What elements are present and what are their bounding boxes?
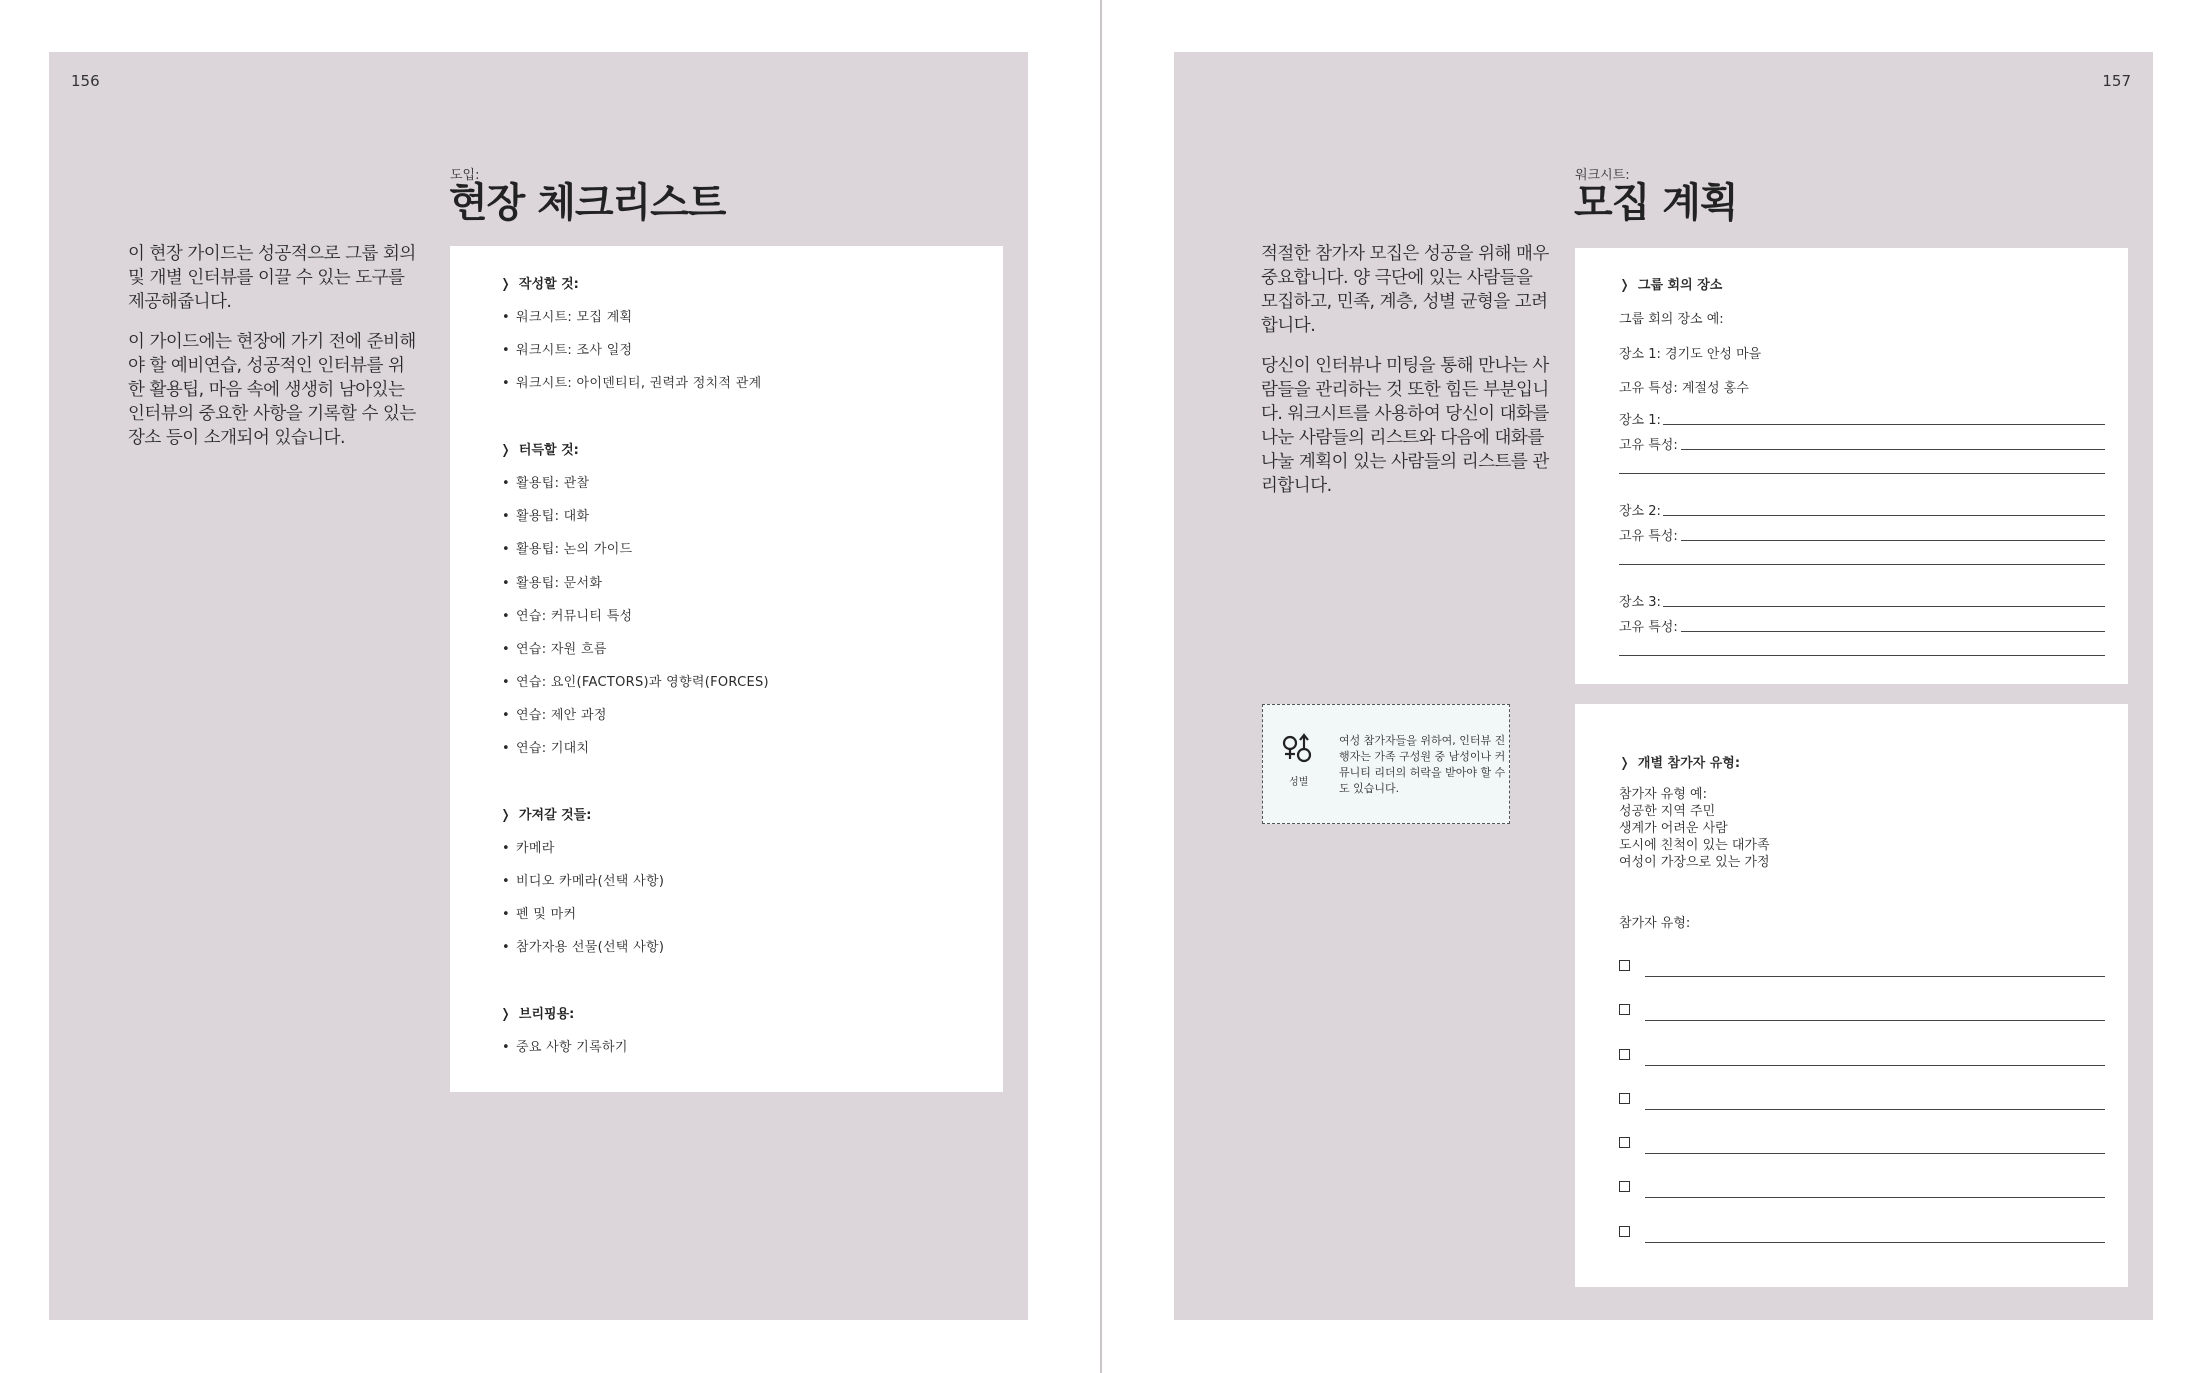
checklist-item: • 워크시트: 모집 계획	[502, 310, 633, 325]
trait-label: 고유 특성:	[1619, 438, 1678, 453]
checklist-item: • 활용팁: 관찰	[502, 476, 590, 491]
checklist-item: • 참가자용 선물(선택 사항)	[502, 940, 665, 955]
example-label: 그룹 회의 장소 예:	[1619, 312, 1724, 327]
checklist-item: • 연습: 제안 과정	[502, 708, 607, 723]
spread-gutter	[1100, 0, 1102, 1373]
participant-checkbox[interactable]	[1619, 1181, 1630, 1192]
place-label: 장소 1:	[1619, 413, 1661, 428]
example-label: 참가자 유형 예:	[1619, 787, 1707, 802]
example-item: 성공한 지역 주민	[1619, 804, 1716, 819]
participant-checkbox[interactable]	[1619, 1049, 1630, 1060]
participant-examples	[1619, 786, 1770, 871]
place-input-line[interactable]	[1663, 424, 2105, 425]
participant-input-line[interactable]	[1645, 1020, 2105, 1021]
checklist-item: • 워크시트: 조사 일정	[502, 343, 633, 358]
card-heading: ❭ 그룹 회의 장소	[1619, 274, 1722, 293]
checklist-item: • 비디오 카메라(선택 사항)	[502, 874, 665, 889]
page-number: 156	[71, 72, 100, 90]
checklist-item: • 활용팁: 문서화	[502, 576, 603, 591]
participant-types-card	[1575, 704, 2128, 1287]
participant-input-line[interactable]	[1645, 1109, 2105, 1110]
example-place: 장소 1: 경기도 안성 마을	[1619, 347, 1762, 362]
checklist-item: • 중요 사항 기록하기	[502, 1040, 628, 1055]
intro-paragraph: 적절한 참가자 모집은 성공을 위해 매우 중요합니다. 양 극단에 있는 사람들을 모집하고, 민족, 계층, 성별 균형을 고려합니다.	[1261, 244, 1549, 336]
icon-caption: 성별	[1289, 777, 1309, 788]
checklist-item: • 워크시트: 아이덴티티, 권력과 정치적 관계	[502, 376, 762, 391]
trait-label: 고유 특성:	[1619, 529, 1678, 544]
page-title: 모집 계획	[1574, 180, 1738, 226]
intro-paragraph: 이 현장 가이드는 성공적으로 그룹 회의 및 개별 인터뷰를 이끌 수 있는 도구를 제공해줍니다.	[128, 244, 416, 312]
section-heading: ❭ 가져갈 것들:	[500, 804, 591, 823]
trait-input-line[interactable]	[1619, 473, 2105, 474]
card-heading: ❭ 개별 참가자 유형:	[1619, 752, 1740, 771]
checklist-item: • 연습: 자원 흐름	[502, 642, 607, 657]
trait-input-line[interactable]	[1681, 631, 2105, 632]
example-item: 여성이 가장으로 있는 가정	[1619, 855, 1770, 870]
checklist-item: • 펜 및 마커	[502, 907, 577, 922]
participant-input-line[interactable]	[1645, 1153, 2105, 1154]
participant-checkbox[interactable]	[1619, 960, 1630, 971]
place-input-line[interactable]	[1663, 515, 2105, 516]
participant-checkbox[interactable]	[1619, 1137, 1630, 1148]
section-heading: ❭ 터득할 것:	[500, 439, 579, 458]
section-heading: ❭ 작성할 것:	[500, 273, 579, 292]
checklist-item: • 연습: 요인(FACTORS)과 영향력(FORCES)	[502, 675, 769, 690]
right-page	[1174, 52, 2153, 1320]
trait-input-line[interactable]	[1681, 449, 2105, 450]
intro-text	[128, 242, 418, 466]
trait-input-line[interactable]	[1619, 564, 2105, 565]
intro-paragraph: 당신이 인터뷰나 미팅을 통해 만나는 사람들을 관리하는 것 또한 힘든 부분입니다. 워크시트를 사용하여 당신이 대화를 나눈 사람들의 리스트와 다음에 대화를 나눌 계획이 있는 사람들의 리스트를 관리합니다.	[1261, 356, 1549, 496]
participant-input-line[interactable]	[1645, 976, 2105, 977]
trait-input-line[interactable]	[1681, 540, 2105, 541]
callout-text: 여성 참가자들을 위하여, 인터뷰 진행자는 가족 구성원 중 남성이나 커뮤니티 리더의 허락을 받아야 할 수도 있습니다.	[1339, 734, 1506, 795]
place-input-line[interactable]	[1663, 606, 2105, 607]
gender-symbol-icon	[1279, 731, 1315, 767]
participant-input-line[interactable]	[1645, 1065, 2105, 1066]
section-heading: ❭ 브리핑용:	[500, 1003, 574, 1022]
example-item: 도시에 친척이 있는 대가족	[1619, 838, 1770, 853]
participant-checkbox[interactable]	[1619, 1004, 1630, 1015]
page-title: 현장 체크리스트	[449, 180, 726, 226]
example-item: 생계가 어려운 사람	[1619, 821, 1728, 836]
participant-checkbox[interactable]	[1619, 1093, 1630, 1104]
checklist-item: • 활용팁: 논의 가이드	[502, 542, 633, 557]
participant-type-label: 참가자 유형:	[1619, 916, 1691, 931]
checklist-item: • 연습: 커뮤니티 특성	[502, 609, 633, 624]
checklist-item: • 카메라	[502, 841, 555, 856]
intro-paragraph: 이 가이드에는 현장에 가기 전에 준비해야 할 예비연습, 성공적인 인터뷰를 위한 활용팁, 마음 속에 생생히 남아있는 인터뷰의 중요한 사항을 기록할 수 있는 장소 등이 소개되어 있습니다.	[128, 332, 416, 448]
field-checklist-card	[450, 246, 1003, 1092]
section-kicker: 도입:	[450, 168, 480, 183]
section-kicker: 워크시트:	[1575, 168, 1630, 183]
left-page	[49, 52, 1028, 1320]
intro-text	[1261, 242, 1551, 514]
example-trait: 고유 특성: 계절성 홍수	[1619, 381, 1749, 396]
gender-note-callout	[1262, 704, 1510, 824]
place-label: 장소 2:	[1619, 504, 1661, 519]
meeting-locations-card	[1575, 248, 2128, 684]
page-number: 157	[2102, 72, 2131, 90]
place-label: 장소 3:	[1619, 595, 1661, 610]
participant-input-line[interactable]	[1645, 1242, 2105, 1243]
participant-input-line[interactable]	[1645, 1197, 2105, 1198]
trait-label: 고유 특성:	[1619, 620, 1678, 635]
checklist-item: • 활용팁: 대화	[502, 509, 590, 524]
trait-input-line[interactable]	[1619, 655, 2105, 656]
checklist-item: • 연습: 기대치	[502, 741, 590, 756]
participant-checkbox[interactable]	[1619, 1226, 1630, 1237]
